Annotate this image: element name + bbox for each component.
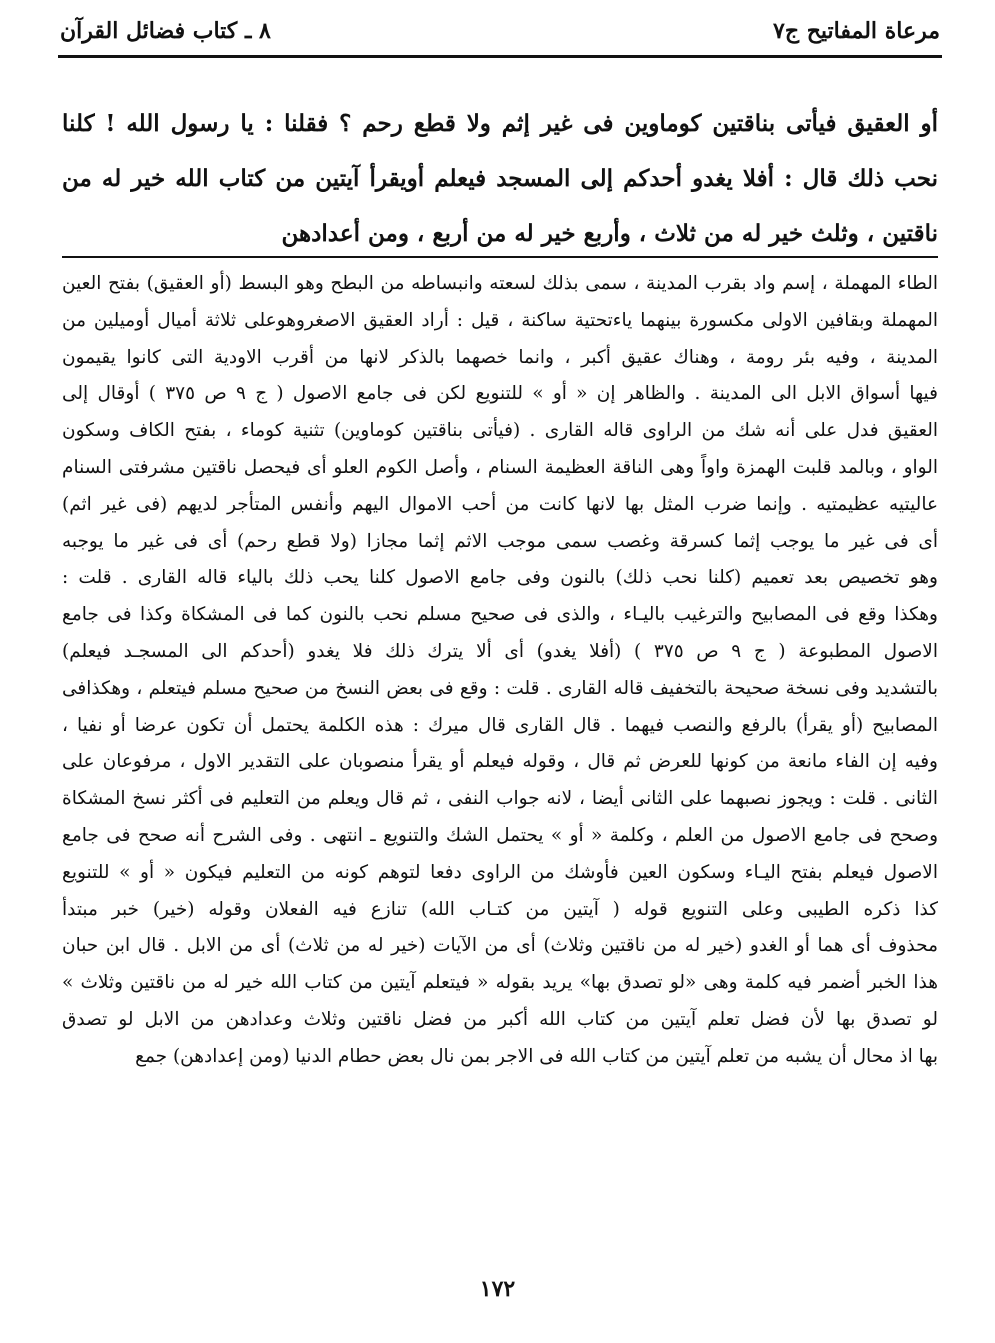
- commentary-line: فيها أسواق الابل الى المدينة . والظاهر إن « أو » للتنويع لكن فى جامع الاصول ( ج ٩ ص ٣٧٥ ) أوقال إلى: [62, 383, 938, 405]
- commentary-line: وهكذا وقع فى المصابيح والترغيب باليـاء ، والذى فى صحيح مسلم نحب بالنون كما فى المشكاة وكذا فى جامع: [62, 604, 938, 626]
- commentary-line: لو تصدق بها لأن فضل تعلم آيتين من كتاب الله أكبر من فضل ناقتين وثلاث وعدادهن من الابل لو تصدق: [62, 1008, 938, 1030]
- chapter-title: ٨ ـ كتاب فضائل القرآن: [60, 18, 271, 44]
- commentary-line: وفيه إن الفاء مانعة من كونها للعرض ثم قال ، وقوله فيعلم أو يقرأ منصوبان على التقدير الاول ، مرفوعان على: [62, 751, 938, 773]
- commentary-line: أى فى غير ما يوجب إثما كسرقة وغصب سمى موجب الاثم إثما مجازا (ولا قطع رحم) أى فى غير ما يوجبه: [62, 530, 938, 552]
- commentary-line: المهملة وبقافين الاولى مكسورة بينهما ياءتحتية ساكنة ، قيل : أراد العقيق الاصغروهوعلى ثلاثة أميال أوميلين من: [62, 309, 938, 331]
- commentary-block: [62, 266, 938, 1076]
- commentary-line: عاليتيه عظيمتيه . وإنما ضرب المثل بها لانها كانت من أحب الاموال اليهم وأنفس المتأجر لديهم (فى غير اثم): [62, 493, 938, 515]
- commentary-line: كذا ذكره الطيبى وعلى التنويع قوله ( آيتين من كتـاب الله) تنازع فيه الفعلان وقوله (خير) خبر مبتدأ: [62, 898, 938, 920]
- hadith-text: أو العقيق فيأتى بناقتين كوماوين فى غير إثم ولا قطع رحم ؟ فقلنا : يا رسول الله ! كلنا نحب ذلك قال : أفلا يغدو أحدكم إلى المسجد فيعلم أويقرأ آيتين من كتاب الله خير له من ناقتين ، وثلث خير له من ثلاث ، وأربع خير له من أربع ، ومن أعدادهن: [62, 110, 939, 247]
- commentary-line: محذوف أى هما أو الغدو (خير له من ناقتين وثلاث) أى من الآيات (خير له من ثلاث) أى من الابل . قال ابن حبان: [62, 935, 938, 957]
- text-divider-rule: [62, 256, 938, 258]
- commentary-line: العقيق فدل على أنه شك من الراوى قاله القارى . (فيأتى بناقتين كوماوين) تثنية كوماء ، بفتح الكاف وسكون: [62, 420, 938, 442]
- book-title: مرعاة المفاتيح ج٧: [773, 18, 940, 44]
- commentary-line: الثانى . قلت : ويجوز نصبهما على الثانى أيضا ، لانه جواب النفى ، ثم قال ويعلم من التعليم فى أكثر نسخ المشكاة: [62, 788, 938, 810]
- hadith-text-block: [62, 96, 938, 261]
- commentary-line: الطاء المهملة ، إسم واد بقرب المدينة ، سمى بذلك لسعته وانبساطه من البطح وهو البسط (أو العقيق) بفتح العين: [62, 273, 938, 294]
- commentary-line: الواو ، وبالمد قلبت الهمزة واواً وهى الناقة العظيمة السنام ، وأصل الكوم العلو أى فيحصل ناقتين مشرفتى السنام: [62, 456, 938, 478]
- commentary-line: وهو تخصيص بعد تعميم (كلنا نحب ذلك) بالنون وفى جامع الاصول كلنا يحب ذلك بالياء قاله القارى . قلت :: [62, 567, 938, 589]
- commentary-line: وصحح فى جامع الاصول من العلم ، وكلمة « أو » يحتمل الشك والتنويع ـ انتهى . وفى الشرح أنه صحح فى جامع: [62, 824, 938, 846]
- commentary-line: الاصول المطبوعة ( ج ٩ ص ٣٧٥ ) (أفلا يغدو) أى ألا يترك ذلك فلا يغدو (أحدكم الى المسجـد فيعلم): [62, 640, 938, 662]
- header-rule: [58, 55, 942, 58]
- commentary-line: الاصول فيعلم بفتح اليـاء وسكون العين فأوشك من الراوى دفعا لتوهم كونه من التعليم فيكون « أو » للتنويع: [62, 861, 938, 883]
- page-header: [60, 14, 940, 48]
- commentary-line: بها اذ محال أن يشبه من تعلم آيتين من كتاب الله فى الاجر بمن نال بعض حطام الدنيا (ومن إعدادهن) جمع: [135, 1045, 938, 1067]
- commentary-line: المدينة ، وفيه بئر رومة ، وهناك عقيق أكبر ، وانما خصهما بالذكر لانها من أقرب الاودية التى كانوا يقيمون: [62, 346, 938, 368]
- page-number: ١٧٢: [479, 1276, 516, 1302]
- commentary-line: هذا الخبر أضمر فيه كلمة وهى «لو تصدق بها» يريد بقوله « فيتعلم آيتين من كتاب الله خير له من ناقتين وثلاث »: [62, 972, 938, 994]
- commentary-line: بالتشديد وفى نسخة صحيحة بالتخفيف قاله القارى . قلت : وقع فى بعض النسخ من صحيح مسلم فيتعلم ، وهكذافى: [62, 677, 938, 699]
- commentary-line: المصابيح (أو يقرأ) بالرفع والنصب فيهما . قال القارى قال ميرك : هذه الكلمة يحتمل أن تكون عرضا أو نفيا ،: [62, 714, 938, 736]
